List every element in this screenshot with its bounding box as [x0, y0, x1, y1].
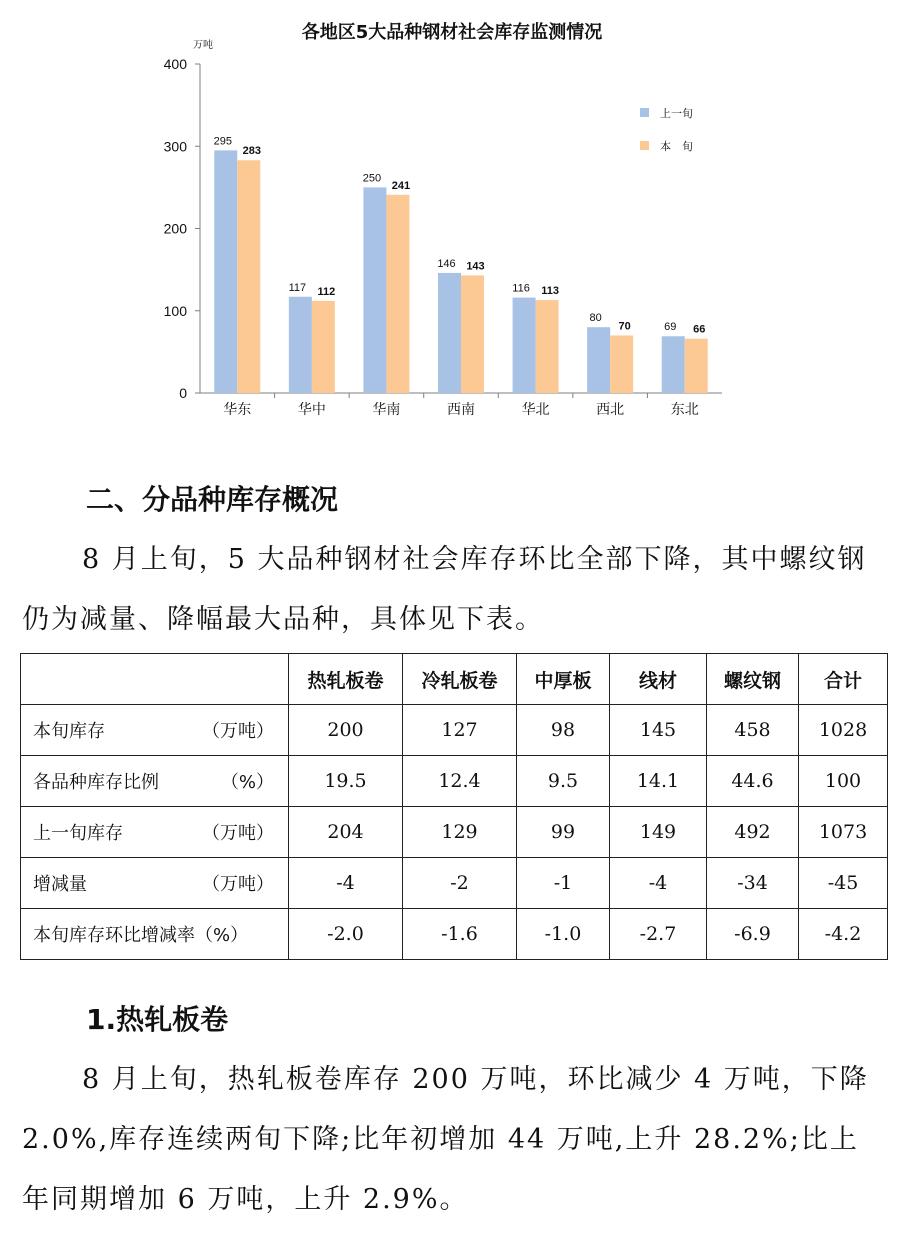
table-cell: -4 — [610, 858, 707, 909]
bar-current — [536, 300, 559, 393]
data-label: 112 — [317, 285, 336, 298]
table-cell: 44.6 — [707, 756, 799, 807]
row-label-cell — [21, 858, 289, 909]
y-tick-label: 0 — [179, 385, 187, 401]
bar-current — [312, 301, 335, 393]
row-label-cell — [21, 756, 289, 807]
table-cell: 99 — [517, 807, 610, 858]
table-cell: 200 — [289, 705, 403, 756]
table-header-cell: 中厚板 — [517, 654, 610, 705]
table-cell: 12.4 — [403, 756, 517, 807]
table-cell: -1.0 — [517, 909, 610, 960]
bar-previous — [662, 336, 685, 393]
x-tick-label: 华北 — [521, 402, 550, 418]
row-unit: （万吨） — [202, 721, 274, 742]
table-cell: 14.1 — [610, 756, 707, 807]
legend-label: 上一旬 — [660, 107, 693, 120]
bar-current — [685, 339, 708, 393]
row-label-cell — [21, 705, 289, 756]
data-label: 295 — [213, 135, 232, 148]
inventory-chart — [0, 0, 904, 440]
table-cell: 204 — [289, 807, 403, 858]
table-row — [21, 858, 888, 909]
bar-previous — [438, 273, 461, 393]
table-cell: 1073 — [799, 807, 888, 858]
chart-canvas — [0, 0, 904, 440]
data-label: 241 — [391, 179, 411, 192]
table-cell: -4.2 — [799, 909, 888, 960]
chart-title: 各地区5大品种钢材社会库存监测情况 — [301, 22, 603, 43]
x-tick-label: 西南 — [447, 402, 475, 418]
data-label: 117 — [288, 281, 307, 294]
table-cell: 9.5 — [517, 756, 610, 807]
bar-previous — [513, 298, 536, 393]
row-unit: （万吨） — [202, 823, 274, 844]
section-heading-variety: 二、分品种库存概况 — [86, 483, 339, 516]
table-header-cell: 冷轧板卷 — [403, 654, 517, 705]
data-label: 116 — [512, 282, 530, 295]
section-heading-hot-rolled: 1.热轧板卷 — [86, 1003, 229, 1036]
x-tick-label: 华南 — [372, 402, 401, 418]
bar-current — [386, 195, 409, 393]
table-header-cell — [21, 654, 289, 705]
table-cell: -34 — [707, 858, 799, 909]
table-cell: -2 — [403, 858, 517, 909]
table-header-cell: 热轧板卷 — [289, 654, 403, 705]
data-label: 146 — [437, 257, 456, 270]
data-label: 283 — [242, 145, 261, 158]
table-cell: 129 — [403, 807, 517, 858]
bar-current — [461, 275, 484, 393]
y-tick-label: 400 — [163, 56, 187, 72]
row-unit: （%） — [220, 772, 274, 793]
data-label: 250 — [362, 172, 382, 185]
row-unit: （万吨） — [202, 874, 274, 895]
table-cell: 145 — [610, 705, 707, 756]
table-cell: 1028 — [799, 705, 888, 756]
x-tick-label: 华东 — [223, 402, 252, 418]
legend-label: 本 旬 — [660, 140, 693, 153]
data-label: 80 — [589, 312, 602, 325]
table-cell: -1.6 — [403, 909, 517, 960]
table-cell: -45 — [799, 858, 888, 909]
bar-previous — [289, 297, 312, 393]
row-label: 本旬库存 — [33, 721, 105, 742]
data-label: 113 — [541, 285, 559, 298]
y-tick-label: 200 — [163, 220, 187, 237]
section-paragraph-variety: 8 月上旬，5 大品种钢材社会库存环比全部下降，其中螺纹钢仍为减量、降幅最大品种，具体见下表。 — [22, 544, 867, 635]
x-tick-label: 西北 — [596, 402, 625, 418]
table-header-cell: 合计 — [799, 654, 888, 705]
data-label: 66 — [693, 323, 706, 336]
bar-previous — [587, 327, 610, 393]
x-tick-label: 东北 — [670, 402, 699, 418]
table-cell: 98 — [517, 705, 610, 756]
table-body — [21, 705, 888, 960]
bar-previous — [214, 150, 237, 393]
row-label: 本旬库存环比增减率（%） — [33, 925, 249, 946]
table-cell: 100 — [799, 756, 888, 807]
legend-swatch — [640, 141, 649, 150]
table-cell: -2.7 — [610, 909, 707, 960]
row-label-cell — [21, 909, 289, 960]
x-tick-label: 华中 — [297, 402, 326, 418]
y-tick-label: 100 — [163, 302, 187, 319]
table-row — [21, 909, 888, 960]
bar-previous — [363, 187, 386, 393]
table-header-row — [21, 654, 888, 705]
data-label: 69 — [664, 321, 677, 334]
row-label: 增减量 — [33, 874, 87, 895]
row-label: 各品种库存比例 — [33, 772, 159, 793]
table-cell: 127 — [403, 705, 517, 756]
table-cell: -4 — [289, 858, 403, 909]
y-axis-unit: 万吨 — [193, 40, 213, 51]
inventory-table — [20, 653, 888, 960]
table-header-cell: 线材 — [610, 654, 707, 705]
data-label: 70 — [618, 320, 631, 333]
section-paragraph-hot-rolled: 8 月上旬，热轧板卷库存 200 万吨，环比减少 4 万吨，下降 2.0%,库存连续两旬下降;比年初增加 44 万吨,上升 28.2%;比上年同期增加 6 万吨，上升 2.9%。 — [22, 1064, 869, 1215]
table-cell: 149 — [610, 807, 707, 858]
table-cell: 458 — [707, 705, 799, 756]
y-tick-label: 300 — [163, 138, 187, 155]
bar-current — [610, 335, 633, 393]
legend-swatch — [640, 108, 649, 117]
data-label: 143 — [466, 260, 485, 273]
table-header-cell: 螺纹钢 — [707, 654, 799, 705]
table-cell: -6.9 — [707, 909, 799, 960]
bar-current — [237, 160, 260, 393]
table-cell: 492 — [707, 807, 799, 858]
row-label: 上一旬库存 — [33, 823, 123, 844]
table-row — [21, 807, 888, 858]
table-row — [21, 756, 888, 807]
table-cell: 19.5 — [289, 756, 403, 807]
row-label-cell — [21, 807, 289, 858]
table-cell: -2.0 — [289, 909, 403, 960]
table-cell: -1 — [517, 858, 610, 909]
table-row — [21, 705, 888, 756]
